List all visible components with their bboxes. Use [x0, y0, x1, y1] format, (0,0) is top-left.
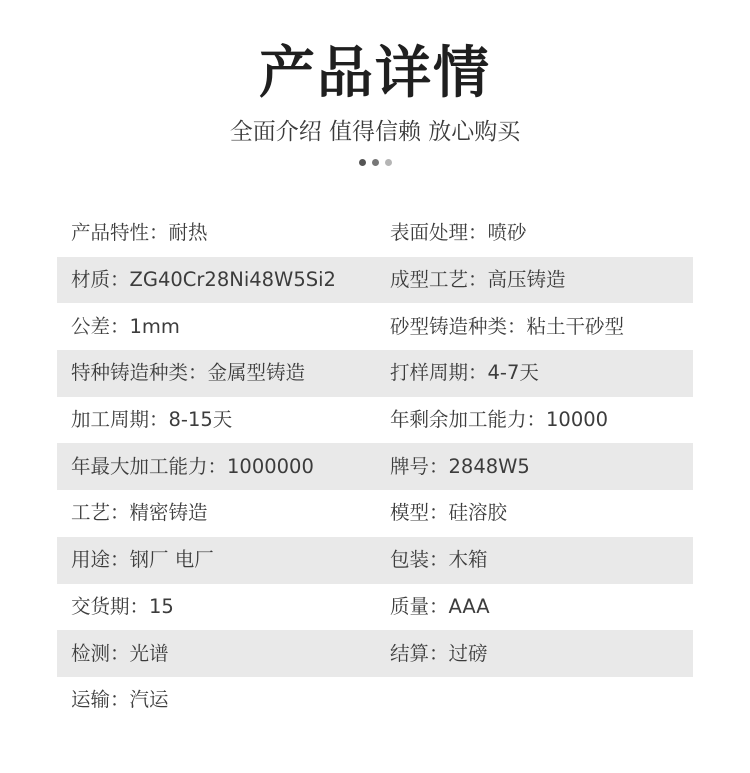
- spec-right-cell: 包装：木箱: [390, 548, 488, 572]
- spec-row: [57, 443, 693, 490]
- decorative-dots: [0, 157, 750, 167]
- spec-left-cell: 材质：ZG40Cr28Ni48W5Si2: [71, 268, 336, 292]
- spec-row: [57, 630, 693, 677]
- spec-right-cell: 结算：过磅: [390, 641, 488, 665]
- spec-row: [57, 584, 693, 631]
- spec-left-cell: 年最大加工能力：1000000: [71, 454, 314, 478]
- spec-row: [57, 350, 693, 397]
- spec-left-cell: 公差：1mm: [71, 314, 180, 338]
- dot-2: [372, 159, 379, 166]
- dot-3: [385, 159, 392, 166]
- spec-left-cell: 加工周期：8-15天: [71, 408, 233, 432]
- spec-left-cell: 检测：光谱: [71, 641, 169, 665]
- spec-right-cell: 打样周期：4-7天: [390, 361, 539, 385]
- spec-right-cell: 成型工艺：高压铸造: [390, 268, 566, 292]
- spec-right-cell: 模型：硅溶胶: [390, 501, 508, 525]
- spec-left-cell: 交货期：15: [71, 594, 174, 618]
- spec-right-cell: 表面处理：喷砂: [390, 221, 527, 245]
- spec-right-cell: 牌号：2848W5: [390, 454, 530, 478]
- spec-right-cell: 质量：AAA: [390, 594, 490, 618]
- spec-left-cell: 特种铸造种类：金属型铸造: [71, 361, 306, 385]
- spec-row: [57, 677, 693, 724]
- spec-left-cell: 运输：汽运: [71, 688, 169, 712]
- page-subtitle: 全面介绍 值得信赖 放心购买: [229, 119, 521, 145]
- spec-row: [57, 210, 693, 257]
- spec-left-cell: 产品特性：耐热: [71, 221, 208, 245]
- spec-row: [57, 537, 693, 584]
- spec-left-cell: 用途：钢厂 电厂: [71, 548, 214, 572]
- spec-row: [57, 490, 693, 537]
- spec-right-cell: 年剩余加工能力：10000: [390, 408, 609, 432]
- spec-row: [57, 257, 693, 304]
- spec-right-cell: 砂型铸造种类：粘土干砂型: [390, 314, 625, 338]
- page-title: 产品详情: [259, 41, 491, 106]
- dot-1: [359, 159, 366, 166]
- spec-table: [57, 210, 693, 724]
- spec-left-cell: 工艺：精密铸造: [71, 501, 208, 525]
- spec-row: [57, 397, 693, 444]
- spec-row: [57, 303, 693, 350]
